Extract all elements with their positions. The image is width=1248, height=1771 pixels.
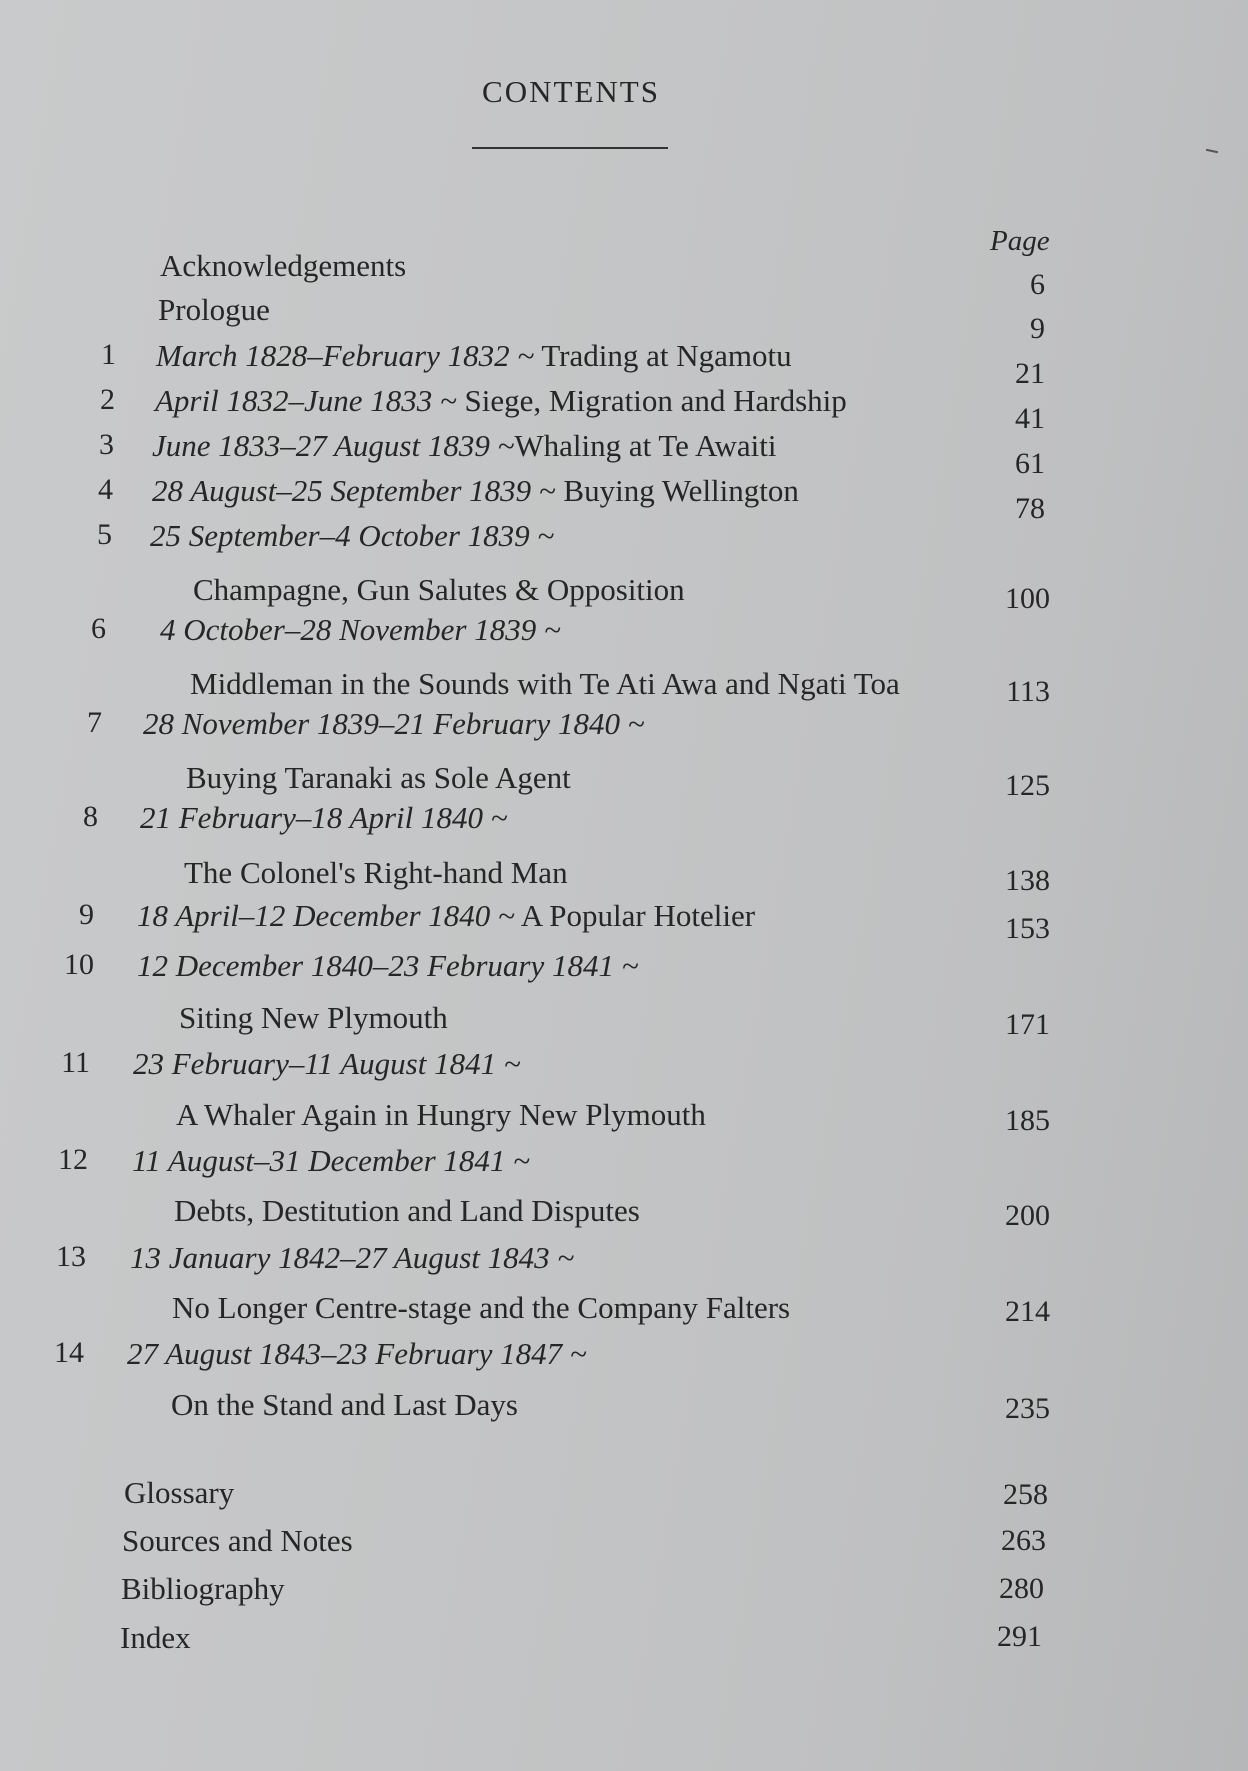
chapter-page: 61 (1015, 447, 1045, 480)
chapter-entry (152, 473, 799, 509)
chapter-entry (137, 898, 755, 934)
chapter-number: 9 (79, 898, 94, 931)
back-matter-title: Glossary (124, 1475, 235, 1510)
chapter-title: On the Stand and Last Days (171, 1387, 518, 1422)
chapter-number: 13 (56, 1240, 86, 1273)
chapter-title: Middleman in the Sounds with Te Ati Awa and Ngati Toa (190, 666, 900, 701)
chapter-page: 125 (1005, 769, 1050, 802)
chapter-page: 235 (1005, 1392, 1050, 1425)
chapter-page: 185 (1005, 1104, 1050, 1137)
chapter-entry (152, 428, 777, 464)
chapter-title: Buying Wellington (563, 473, 799, 508)
chapter-dates: 21 February–18 April 1840 ~ (140, 800, 508, 835)
chapter-number: 10 (64, 948, 94, 981)
back-matter-page: 291 (997, 1620, 1042, 1653)
chapter-dates: 23 February–11 August 1841 ~ (133, 1046, 521, 1081)
chapter-number: 14 (54, 1336, 84, 1369)
chapter-title: A Popular Hotelier (520, 898, 756, 933)
chapter-page: 21 (1015, 357, 1045, 390)
chapter-dates: 28 November 1839–21 February 1840 ~ (143, 706, 645, 741)
chapter-page: 153 (1005, 912, 1050, 945)
chapter-dates: 13 January 1842–27 August 1843 ~ (130, 1240, 575, 1275)
chapter-title: Whaling at Te Awaiti (514, 428, 777, 463)
chapter-title: Debts, Destitution and Land Disputes (174, 1193, 640, 1228)
chapter-page: 78 (1015, 492, 1045, 525)
chapter-number: 11 (61, 1046, 90, 1079)
back-matter-title: Index (120, 1620, 191, 1655)
chapter-page: 171 (1005, 1008, 1050, 1041)
chapter-dates: 12 December 1840–23 February 1841 ~ (137, 948, 639, 983)
chapter-page: 113 (1006, 675, 1050, 708)
chapter-dates: 25 September–4 October 1839 ~ (150, 518, 555, 553)
front-matter-page: 6 (1030, 268, 1045, 301)
chapter-number: 2 (100, 383, 115, 416)
back-matter-page: 280 (999, 1572, 1044, 1605)
chapter-title: The Colonel's Right-hand Man (184, 855, 568, 890)
chapter-dates: 28 August–25 September 1839 ~ (152, 473, 556, 508)
title-rule (472, 147, 668, 149)
chapter-entry (156, 338, 792, 374)
chapter-number: 12 (58, 1143, 88, 1176)
front-matter-page: 9 (1030, 312, 1045, 345)
page-column-label: Page (990, 225, 1050, 257)
chapter-number: 3 (99, 428, 114, 461)
chapter-title: Siege, Migration and Hardship (464, 383, 847, 418)
back-matter-title: Sources and Notes (122, 1523, 353, 1558)
chapter-dates: March 1828–February 1832 ~ (156, 338, 535, 373)
chapter-number: 4 (98, 473, 113, 506)
chapter-dates: 4 October–28 November 1839 ~ (160, 612, 561, 647)
chapter-entry (155, 383, 847, 419)
chapter-title: Buying Taranaki as Sole Agent (186, 760, 571, 795)
back-matter-title: Bibliography (121, 1571, 285, 1606)
front-matter-title: Acknowledgements (160, 248, 407, 283)
back-matter-page: 263 (1001, 1524, 1046, 1557)
back-matter-page: 258 (1003, 1478, 1048, 1511)
chapter-dates: 11 August–31 December 1841 ~ (132, 1143, 530, 1178)
front-matter-title: Prologue (158, 292, 270, 327)
chapter-number: 8 (83, 800, 98, 833)
chapter-number: 1 (101, 338, 116, 371)
chapter-title: A Whaler Again in Hungry New Plymouth (176, 1097, 706, 1132)
chapter-dates: 27 August 1843–23 February 1847 ~ (127, 1336, 587, 1371)
chapter-page: 100 (1005, 582, 1050, 615)
page-mark (1206, 149, 1218, 153)
chapter-dates: April 1832–June 1833 ~ (155, 383, 457, 418)
chapter-number: 5 (97, 518, 112, 551)
chapter-title: No Longer Centre-stage and the Company Falters (172, 1290, 791, 1325)
chapter-title: Champagne, Gun Salutes & Opposition (193, 572, 685, 607)
contents-title: CONTENTS (482, 74, 660, 109)
chapter-title: Siting New Plymouth (179, 1000, 448, 1035)
chapter-number: 6 (91, 612, 106, 645)
chapter-title: Trading at Ngamotu (541, 338, 792, 373)
chapter-dates: June 1833–27 August 1839 ~ (152, 428, 515, 463)
chapter-page: 138 (1005, 864, 1050, 897)
chapter-number: 7 (87, 706, 102, 739)
chapter-page: 200 (1005, 1199, 1050, 1232)
chapter-dates: 18 April–12 December 1840 ~ (137, 898, 515, 933)
chapter-page: 214 (1005, 1295, 1050, 1328)
chapter-page: 41 (1015, 402, 1045, 435)
